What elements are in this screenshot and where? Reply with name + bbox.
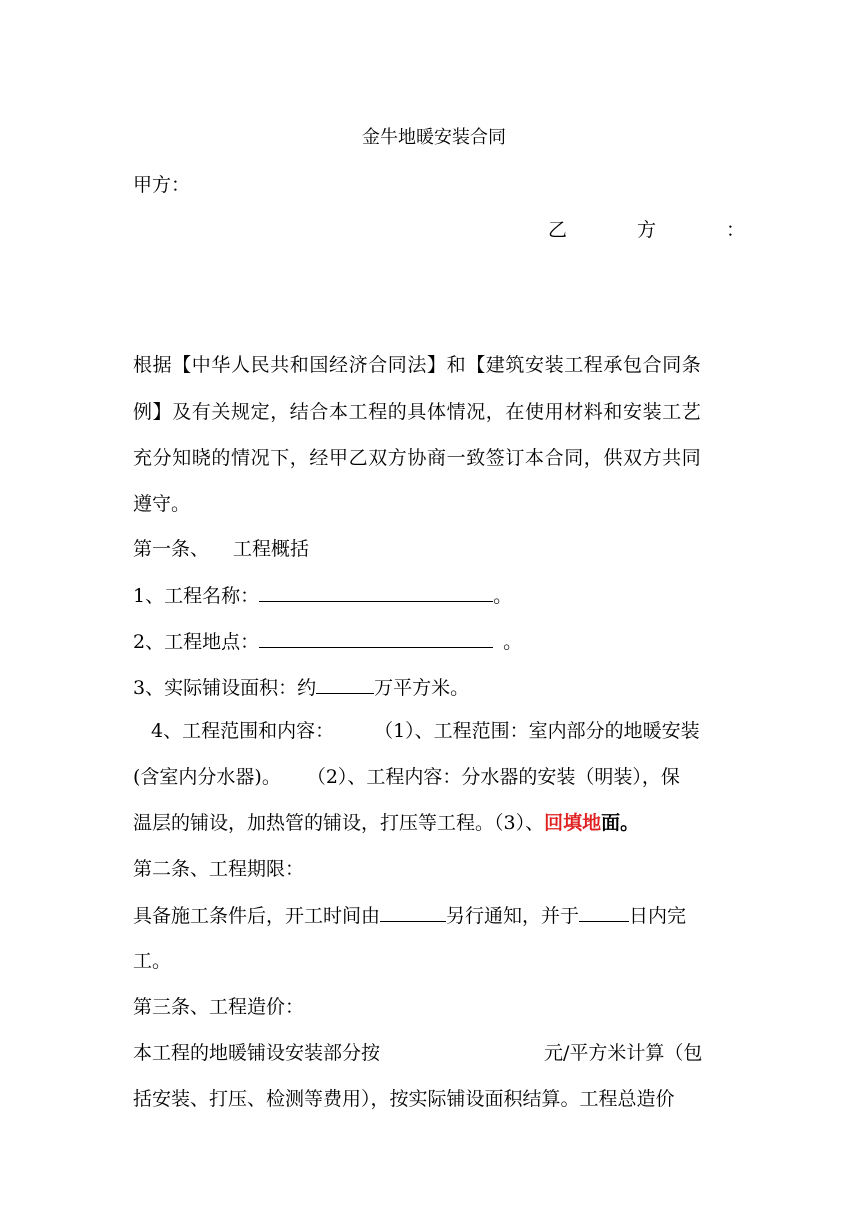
project-name-end: 。 <box>493 585 513 607</box>
scope-line-3 <box>133 811 737 835</box>
schedule-start-blank[interactable] <box>380 903 446 922</box>
party-a-label: 甲方： <box>133 174 191 196</box>
scope-content: （2）、工程内容：分水器的安装（明装），保 <box>306 766 680 788</box>
scope-line-2 <box>133 765 737 789</box>
price-line-2: 括安装、打压、检测等费用），按实际铺设面积结算。工程总造价 <box>133 1088 675 1110</box>
schedule-line-1 <box>133 903 737 928</box>
scope-content-cont: 温层的铺设，加热管的铺设，打压等工程。（3）、 <box>133 812 545 834</box>
scope-backfill-highlight: 回填地 <box>544 812 602 834</box>
preamble-text-3: 充分知晓的情况下，经甲乙双方协商一致签订本合同，供双方共同 <box>133 447 702 469</box>
preamble-line-2 <box>133 400 737 424</box>
article-2-heading: 第二条、工程期限： <box>133 858 305 880</box>
price-line-1 <box>133 1041 737 1065</box>
area-label: 3、实际铺设面积：约 <box>133 677 317 699</box>
project-name-label: 1、工程名称： <box>133 585 260 607</box>
document-title: 金牛地暖安装合同 <box>362 127 506 148</box>
scope-line-1 <box>151 719 737 743</box>
party-b-colon: ： <box>725 219 745 241</box>
area-line <box>133 675 737 700</box>
party-b-char-2: 方 <box>636 219 656 241</box>
project-location-label: 2、工程地点： <box>133 631 260 653</box>
schedule-notice-label: 另行通知，并于 <box>446 905 580 927</box>
article-1-number: 第一条、 <box>133 538 210 560</box>
scope-range: （1）、工程范围：室内部分的地暖安装 <box>374 720 700 742</box>
preamble-line-1 <box>133 353 737 377</box>
party-b-char-1: 乙 <box>548 219 568 241</box>
project-location-blank[interactable] <box>259 629 493 648</box>
project-location-line <box>133 629 737 654</box>
area-end: 万平方米。 <box>374 677 470 699</box>
preamble-text-1: 根据【中华人民共和国经济合同法】和【建筑安装工程承包合同条 <box>133 354 702 376</box>
area-blank[interactable] <box>316 675 374 694</box>
preamble-text-2: 例】及有关规定，结合本工程的具体情况，在使用材料和安装工艺 <box>133 401 702 423</box>
schedule-days-blank[interactable] <box>579 903 629 922</box>
article-1-heading <box>133 537 737 561</box>
preamble-line-4: 遵守。 <box>133 493 191 515</box>
project-location-end: 。 <box>503 631 523 653</box>
price-basis-label: 本工程的地暖铺设安装部分按 <box>133 1042 381 1064</box>
schedule-days-label: 日内完 <box>629 905 687 927</box>
party-b-label <box>548 218 745 242</box>
project-name-line <box>133 583 737 608</box>
schedule-line-2: 工。 <box>133 950 172 972</box>
scope-distributor: (含室内分水器)。 <box>133 766 281 788</box>
scope-label: 4、工程范围和内容： <box>151 720 335 742</box>
article-3-heading: 第三条、工程造价： <box>133 996 305 1018</box>
price-unit-label: 元/平方米计算（包 <box>544 1042 703 1064</box>
schedule-start-label: 具备施工条件后，开工时间由 <box>133 905 381 927</box>
project-name-blank[interactable] <box>259 583 493 602</box>
article-1-title: 工程概括 <box>233 538 310 560</box>
preamble-line-3 <box>133 446 737 470</box>
scope-content-end: 面。 <box>601 812 640 834</box>
